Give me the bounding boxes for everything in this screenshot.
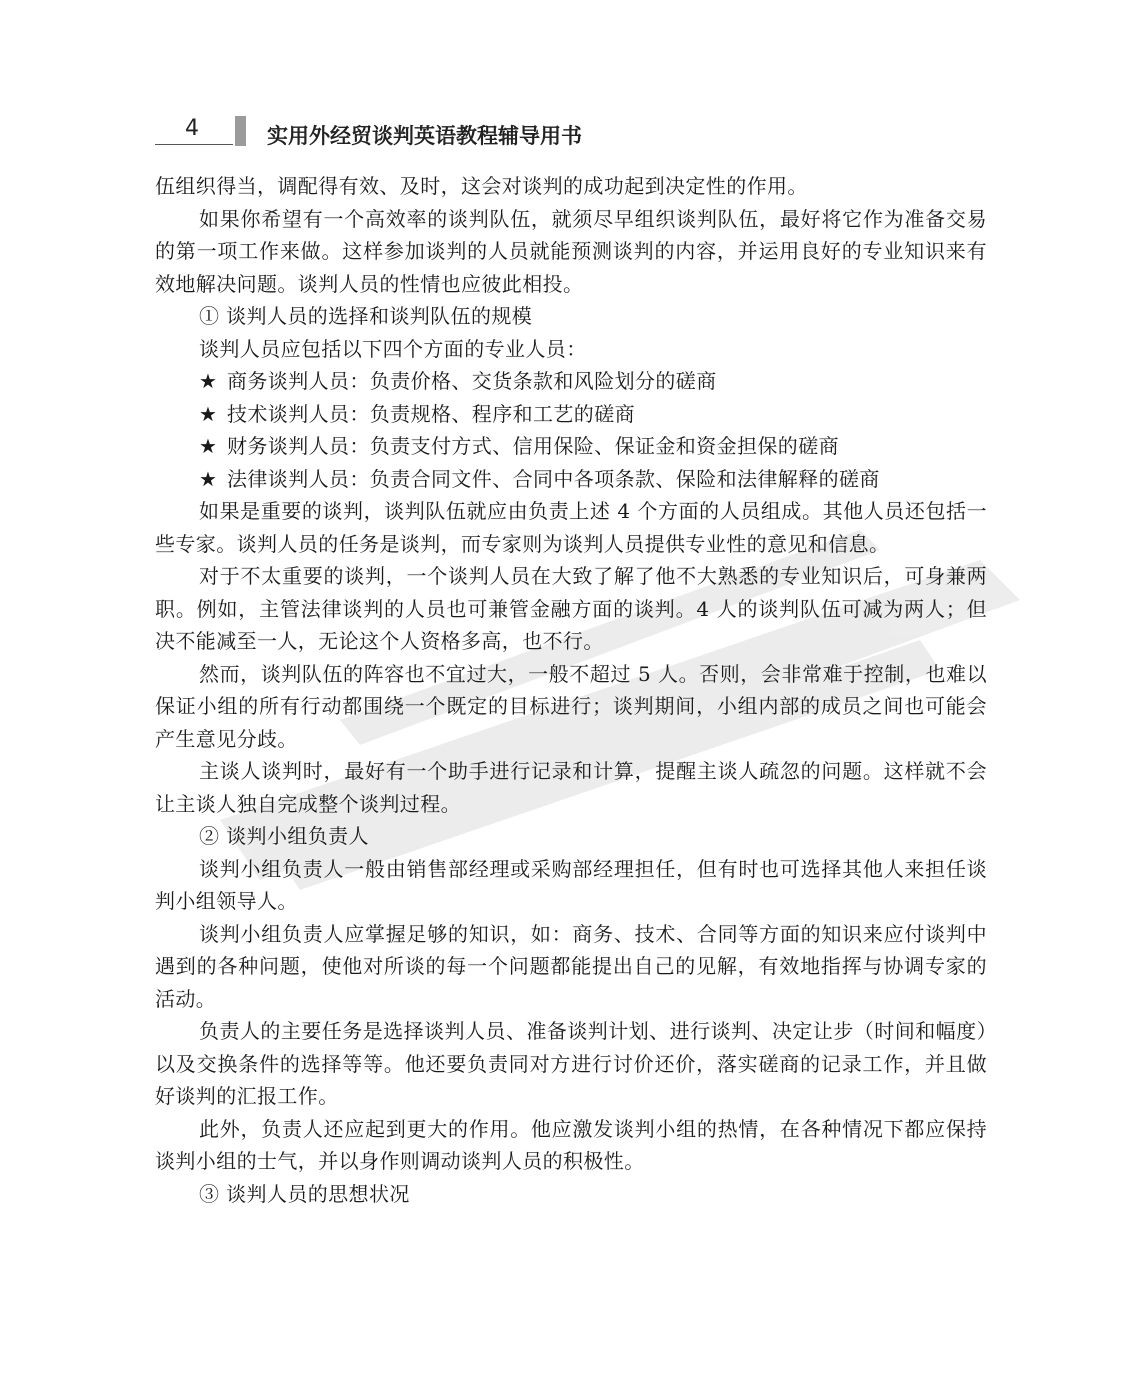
section-heading: ① 谈判人员的选择和谈判队伍的规模 <box>199 304 533 328</box>
paragraph: 负责人的主要任务是选择谈判人员、准备谈判计划、进行谈判、决定让步（时间和幅度）以及交换条件的选择等等。他还要负责同对方进行讨价还价，落实磋商的记录工作，并且做好谈判的汇报工作。 <box>155 1019 987 1108</box>
star-icon: ★ <box>199 401 218 426</box>
list-item-text: 技术谈判人员：负责规格、程序和工艺的磋商 <box>227 401 635 426</box>
star-icon: ★ <box>199 466 218 491</box>
page-body <box>155 170 987 1210</box>
list-item-text: 法律谈判人员：负责合同文件、合同中各项条款、保险和法律解释的磋商 <box>227 466 880 491</box>
section-heading: ③ 谈判人员的思想状况 <box>199 1181 410 1206</box>
paragraph: 谈判人员应包括以下四个方面的专业人员： <box>199 336 587 361</box>
header-rule <box>155 144 233 145</box>
paragraph: 伍组织得当，调配得有效、及时，这会对谈判的成功起到决定性的作用。 <box>155 174 808 198</box>
list-item <box>155 463 987 496</box>
star-icon: ★ <box>199 434 218 458</box>
list-item-text: 财务谈判人员：负责支付方式、信用保险、保证金和资金担保的磋商 <box>227 434 839 458</box>
paragraph: 然而，谈判队伍的阵容也不宜过大，一般不超过 5 人。否则，会非常难于控制，也难以保证小组的所有行动都围绕一个既定的目标进行；谈判期间，小组内部的成员之间也可能会产生意见分歧。 <box>155 661 987 751</box>
list-item <box>155 365 987 398</box>
header-bar <box>235 116 246 146</box>
paragraph: 主谈人谈判时，最好有一个助手进行记录和计算，提醒主谈人疏忽的问题。这样就不会让主谈人独自完成整个谈判过程。 <box>155 759 987 816</box>
paragraph: 对于不太重要的谈判，一个谈判人员在大致了解了他不大熟悉的专业知识后，可身兼两职。例如，主管法律谈判的人员也可兼管金融方面的谈判。4 人的谈判队伍可减为两人；但决不能减至一人，无论这个人资格多高，也不行。 <box>155 564 987 653</box>
list-item <box>155 398 987 431</box>
star-icon: ★ <box>199 369 218 393</box>
page-number: 4 <box>185 116 199 141</box>
book-title: 实用外经贸谈判英语教程辅导用书 <box>267 124 582 148</box>
paragraph: 如果是重要的谈判，谈判队伍就应由负责上述 4 个方面的人员组成。其他人员还包括一些专家。谈判人员的任务是谈判，而专家则为谈判人员提供专业性的意见和信息。 <box>155 499 987 556</box>
paragraph: 谈判小组负责人一般由销售部经理或采购部经理担任，但有时也可选择其他人来担任谈判小组领导人。 <box>155 856 987 913</box>
paragraph: 谈判小组负责人应掌握足够的知识，如：商务、技术、合同等方面的知识来应付谈判中遇到的各种问题，使他对所谈的每一个问题都能提出自己的见解，有效地指挥与协调专家的活动。 <box>155 921 987 1011</box>
paragraph: 此外，负责人还应起到更大的作用。他应激发谈判小组的热情，在各种情况下都应保持谈判小组的士气，并以身作则调动谈判人员的积极性。 <box>155 1116 987 1173</box>
list-item-text: 商务谈判人员：负责价格、交货条款和风险划分的磋商 <box>227 369 717 393</box>
page-header <box>155 110 975 150</box>
section-heading: ② 谈判小组负责人 <box>199 824 369 848</box>
list-item <box>155 430 987 463</box>
paragraph: 如果你希望有一个高效率的谈判队伍，就须尽早组织谈判队伍，最好将它作为准备交易的第一项工作来做。这样参加谈判的人员就能预测谈判的内容，并运用良好的专业知识来有效地解决问题。谈判人员的性情也应彼此相投。 <box>155 206 987 296</box>
